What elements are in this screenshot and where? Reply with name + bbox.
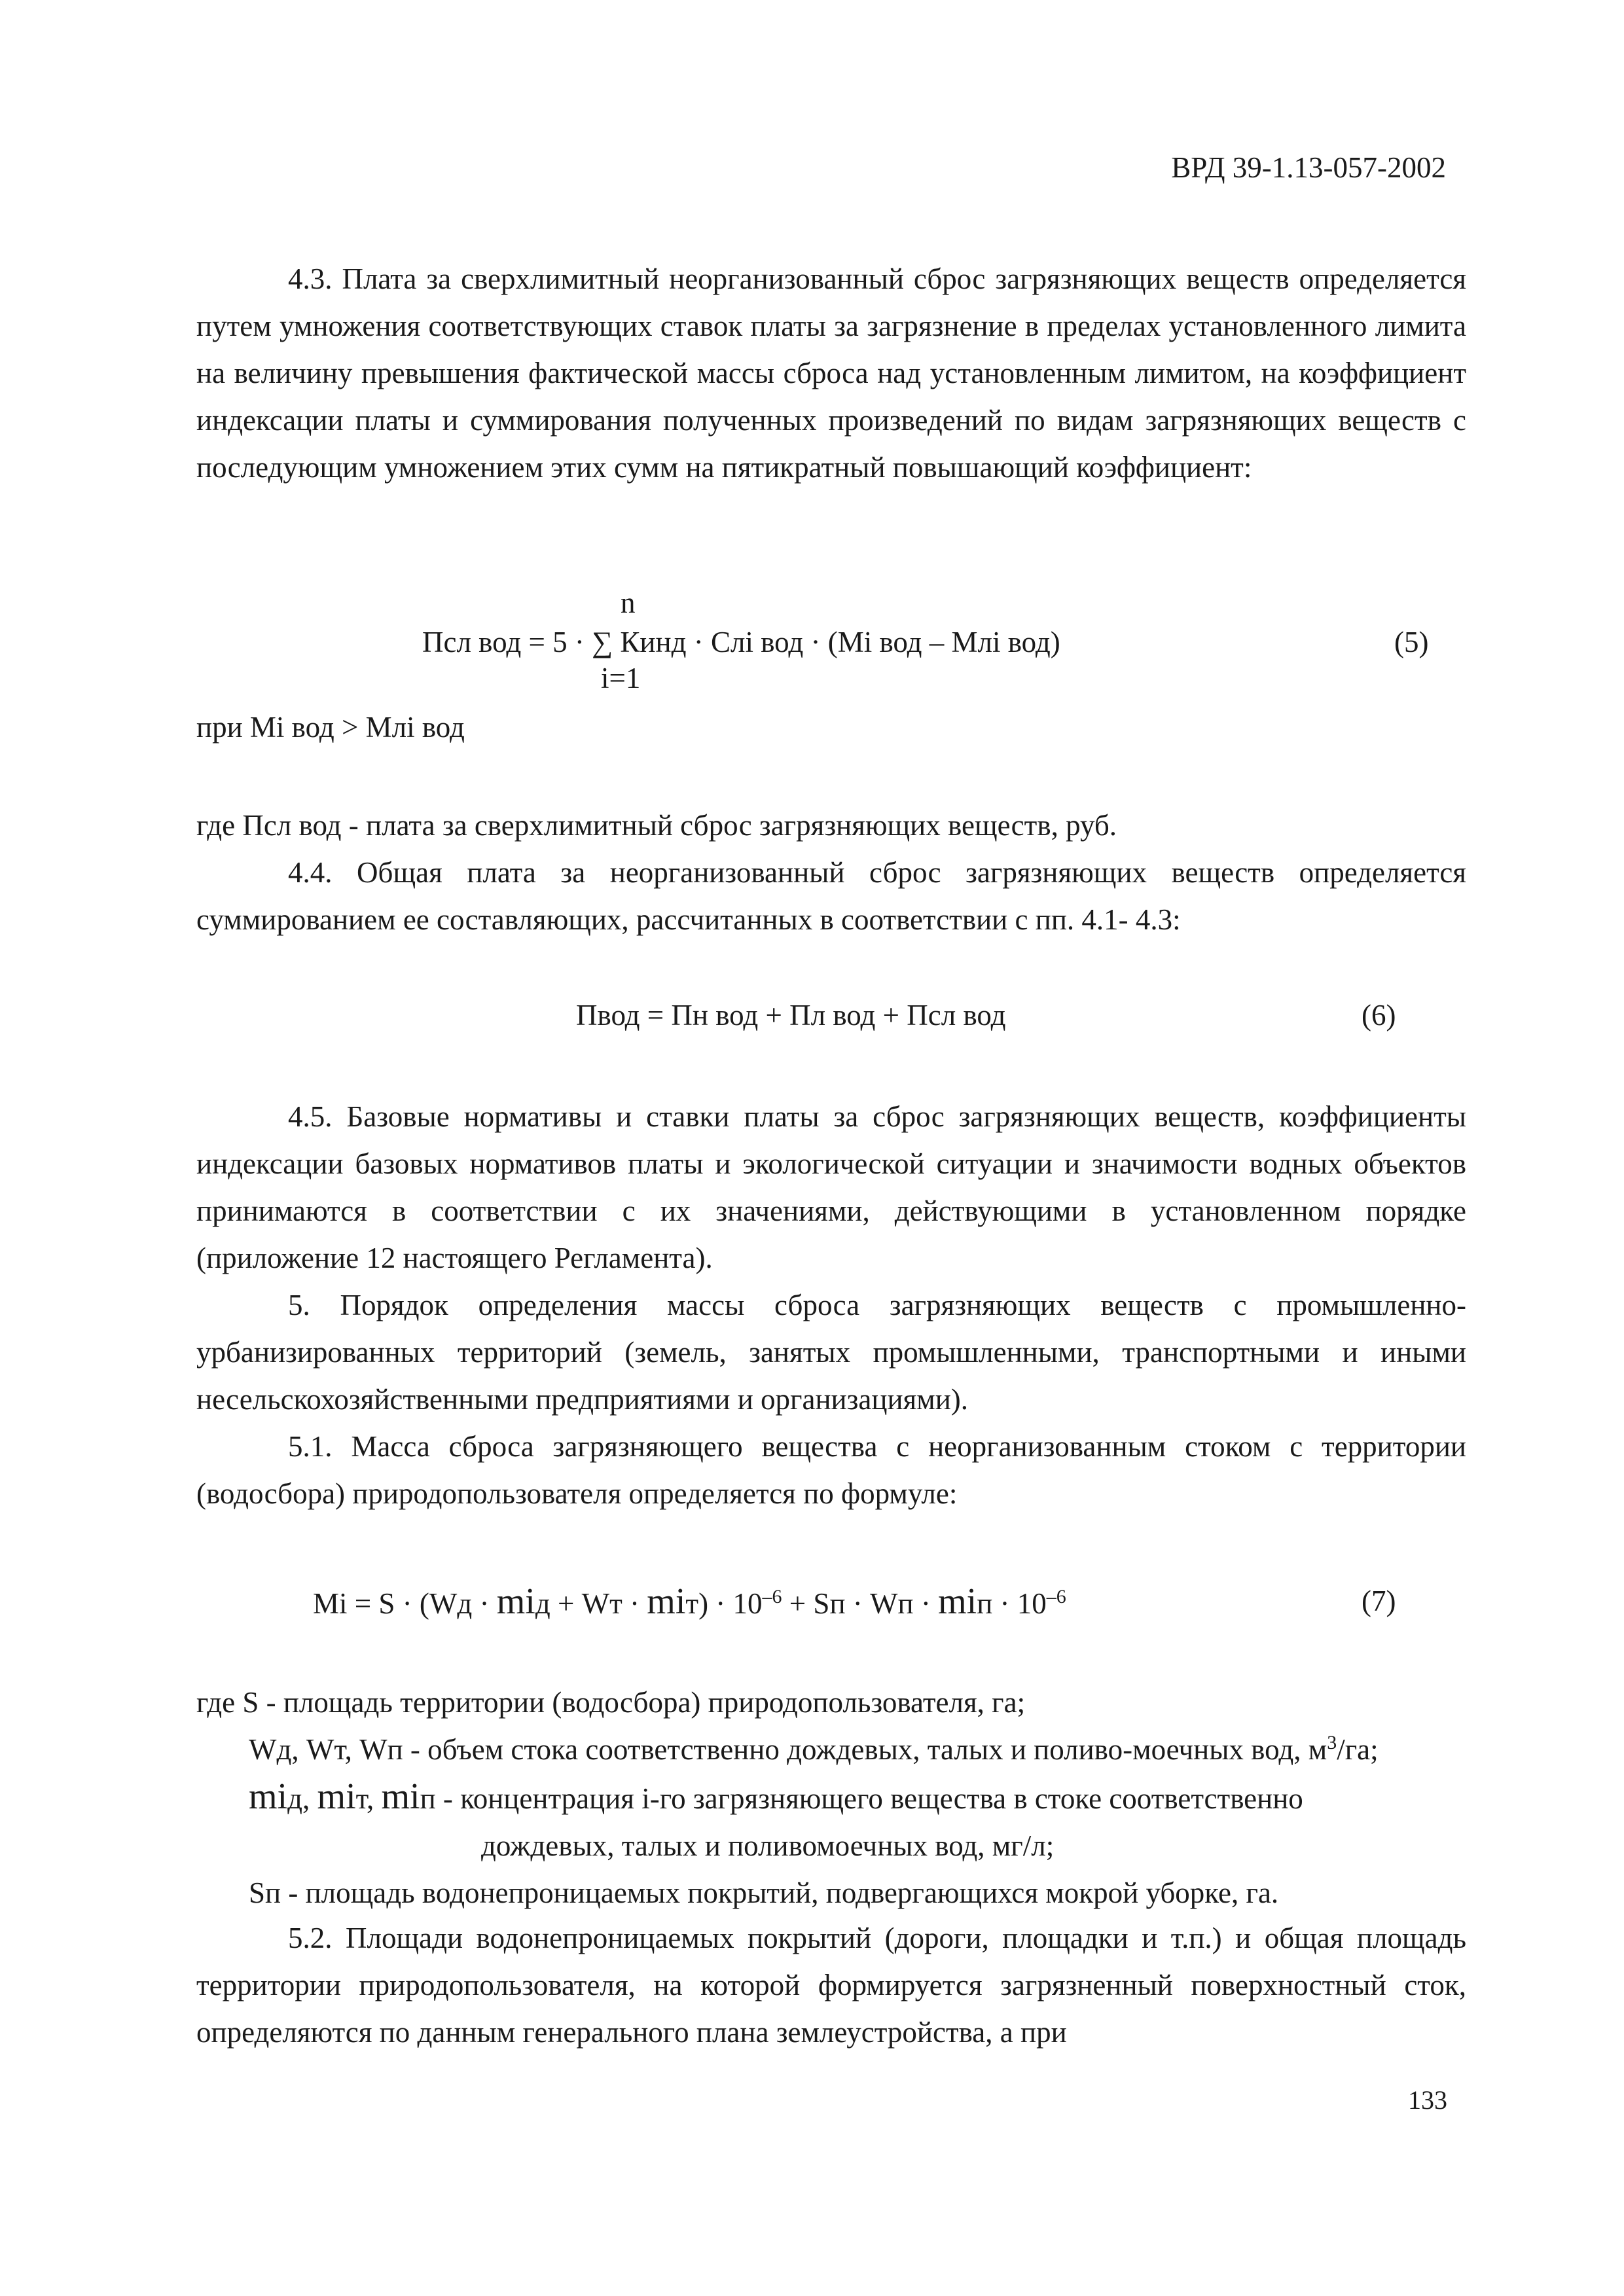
paragraph-4-3: 4.3. Плата за сверхлимитный неорганизованный сброс загрязняющих веществ определяется путем умножения соответствующих ставок платы за загрязнение в пределах установленного лимита на величину превышения фактической массы сброса над установленным лимитом, на коэффициент индексации платы и суммирования полученных произведений по видам загрязняющих веществ с последующим умножением этих сумм на пятикратный повышающий коэффициент: [196,262,1466,484]
definition-m [196,1773,1466,1822]
formula-5-where: где Псл вод - плата за сверхлимитный сброс загрязняющих веществ, руб. [196,809,1117,842]
definition-mi-t: mi [317,1776,356,1817]
paragraph-5: 5. Порядок определения массы сброса загрязняющих веществ с промышленно-урбанизированных территорий (земель, занятых промышленными, транспортными и иными несельскохозяйственными предприятиями и организациями). [196,1289,1466,1416]
formula-6: Пвод = Пн вод + Пл вод + Псл вод [576,999,1006,1031]
definition-sp: Sп - площадь водонепроницаемых покрытий, подвергающихся мокрой уборке, га. [249,1876,1279,1909]
definition-w-text: Wд, Wт, Wп - объем стока соответственно дождевых, талых и поливо-моечных вод, м [249,1733,1327,1766]
formula-7-exponent-2: –6 [1046,1586,1066,1607]
formula-7-part2: д + Wт · [535,1587,647,1620]
section-4-4 [196,802,1466,943]
formula-7-definitions [196,1679,1466,1916]
definition-m-text: п - концентрация i-го загрязняющего вещества в стоке соответственно [420,1782,1303,1815]
paragraph-4-5: 4.5. Базовые нормативы и ставки платы за сброс загрязняющих веществ, коэффициенты индексации базовых нормативов платы и экологической ситуации и значимости водных объектов принимаются в соответствии с их значениями, действующими в установленном порядке (приложение 12 настоящего Регламента). [196,1100,1466,1274]
formula-7-mi-t: mi [647,1581,686,1622]
formula-7-number: (7) [1362,1585,1396,1617]
formula-6-number: (6) [1362,999,1396,1031]
formula-5-number: (5) [1394,626,1429,658]
definition-w [196,1726,1466,1773]
formula-7-part5: п · 10 [977,1587,1047,1620]
paragraph-5-1: 5.1. Масса сброса загрязняющего вещества с неорганизованным стоком с территории (водосбора) природопользователя определяется по формуле: [196,1430,1466,1510]
definition-mi-p: mi [381,1776,420,1817]
paragraph-5-2: 5.2. Площади водонепроницаемых покрытий (дороги, площадки и т.п.) и общая площадь территории природопользователя, на которой формируется загрязненный поверхностный сток, определяются по данным генерального плана землеустройства, а при [196,1922,1466,2049]
formula-5-condition: при Мi вод > Млi вод [196,711,465,744]
formula-7 [313,1581,1066,1623]
sum-upper-limit: n [621,586,636,619]
definition-s: где S - площадь территории (водосбора) природопользователя, га; [196,1686,1026,1719]
paragraph-4-4: 4.4. Общая плата за неорганизованный сброс загрязняющих веществ определяется суммированием ее составляющих, рассчитанных в соответствии с пп. 4.1- 4.3: [196,856,1466,936]
formula-7-mi-p: mi [938,1581,977,1622]
page-number: 133 [1408,2085,1447,2115]
definition-mi-d: mi [249,1776,288,1817]
section-5-2 [196,1914,1466,2056]
formula-7-part3: т) · 10 [685,1587,763,1620]
definition-m-sub-t: т, [355,1782,382,1815]
formula-7-part4: + Sп · Wп · [782,1587,939,1620]
definition-w-exponent: 3 [1327,1732,1337,1753]
sum-lower-limit: i=1 [601,662,641,694]
definition-w-unit: /га; [1337,1733,1379,1766]
section-4-5-5-1 [196,1093,1466,1517]
formula-7-mi-d: mi [496,1581,535,1622]
definition-m-sub-d: д, [287,1782,317,1815]
document-code-header: ВРД 39-1.13-057-2002 [1171,151,1446,184]
formula-7-part1: Мi = S · (Wд · [313,1587,497,1620]
condition-block [196,704,1466,751]
formula-5: Псл вод = 5 · ∑ Кинд · Слi вод · (Мi вод – Млi вод) [422,626,1060,658]
section-4-3 [196,255,1466,491]
formula-7-exponent-1: –6 [762,1586,782,1607]
definition-m-continued: дождевых, талых и поливомоечных вод, мг/л; [481,1829,1055,1862]
